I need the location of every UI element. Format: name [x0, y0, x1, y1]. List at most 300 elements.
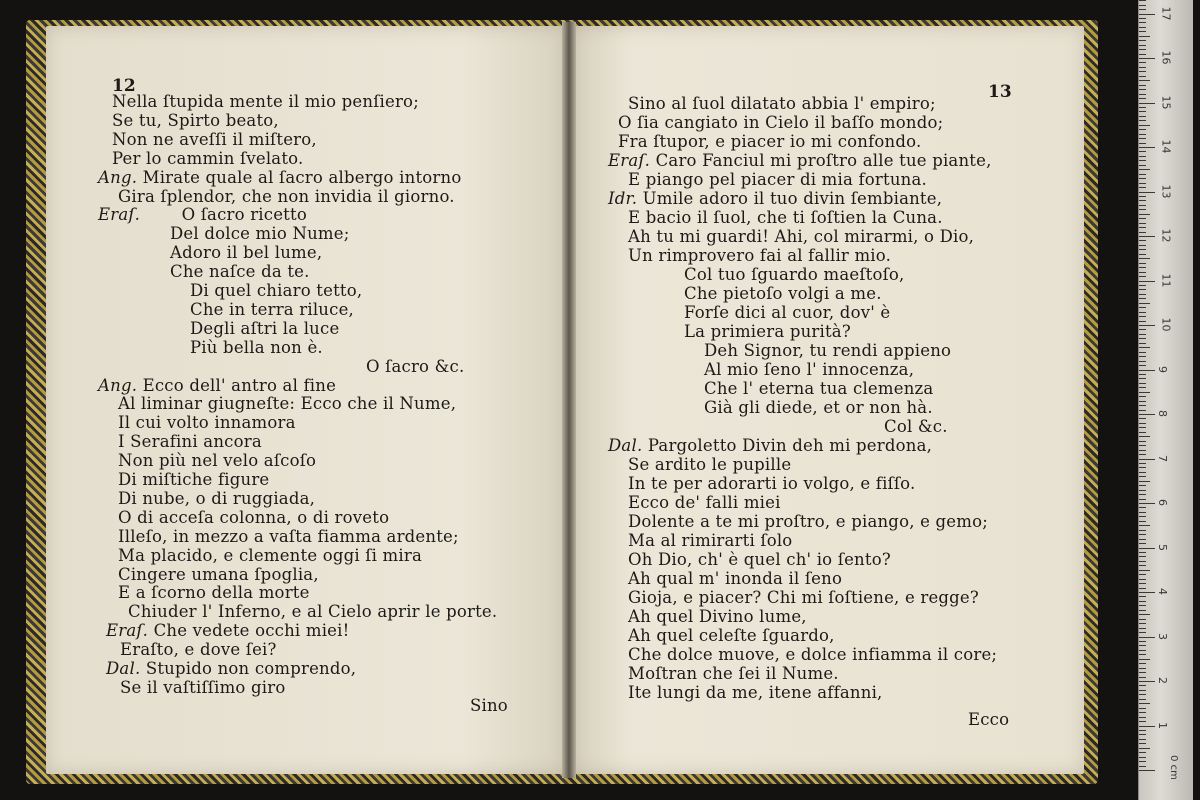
verse-text: Per lo cammin ſvelato. — [112, 148, 304, 168]
ruler-tick — [1139, 588, 1146, 589]
verse-line — [118, 546, 422, 565]
verse-text: Non ne aveſſi il miſtero, — [112, 129, 317, 149]
verse-line — [112, 111, 279, 130]
verse-line — [118, 432, 262, 451]
verse-text: Di miſtiche figure — [118, 470, 270, 489]
verse-text: Degli aſtri la luce — [190, 318, 340, 338]
ruler-tick — [1139, 730, 1146, 731]
verse-line — [112, 92, 419, 111]
ruler-tick — [1139, 125, 1150, 126]
verse-text: Il cui volto innamora — [118, 413, 296, 433]
ruler-tick — [1139, 637, 1155, 638]
verse-text: Ecco dell' antro al fine — [142, 375, 337, 395]
ruler-tick — [1139, 659, 1150, 660]
ruler-tick — [1139, 236, 1155, 237]
verse-line — [118, 527, 459, 546]
ruler-tick — [1139, 596, 1146, 597]
ruler-tick — [1139, 472, 1146, 473]
ruler-number: 11 — [1159, 273, 1173, 287]
ruler-tick — [1139, 726, 1155, 727]
verse-text: Ah qual m' inonda il ſeno — [628, 569, 843, 588]
ruler-tick — [1139, 387, 1146, 388]
ruler-tick — [1139, 690, 1146, 691]
ruler-tick — [1139, 289, 1146, 290]
ruler-tick — [1139, 303, 1150, 304]
verse-text: La primiera purità? — [684, 322, 851, 341]
verse-line — [628, 170, 927, 189]
catchword: Ecco — [968, 710, 1010, 729]
ruler-tick — [1139, 654, 1146, 655]
ruler-tick — [1139, 699, 1146, 700]
ruler-tick — [1139, 561, 1146, 562]
ruler-tick — [1139, 343, 1146, 344]
speaker-label: Idr. — [608, 189, 638, 208]
verse-line — [628, 683, 883, 702]
ruler-tick — [1139, 129, 1146, 130]
verse-line — [628, 645, 997, 664]
verse-line — [106, 621, 349, 640]
ruler-tick — [1139, 712, 1146, 713]
speaker-label: Eraſ. — [106, 621, 149, 641]
verse-line — [628, 550, 891, 569]
ruler-tick — [1139, 365, 1146, 366]
ruler-tick — [1139, 677, 1146, 678]
ruler-tick — [1139, 174, 1146, 175]
verse-line — [118, 451, 316, 470]
verse-text: Deh Signor, tu rendi appieno — [704, 341, 952, 360]
ruler-tick — [1139, 374, 1146, 375]
verse-text: Fra ſtupor, e piacer io mi confondo. — [618, 132, 922, 151]
ruler-tick — [1139, 681, 1155, 682]
ruler-tick — [1139, 445, 1146, 446]
ruler-tick — [1139, 103, 1155, 104]
speaker-label: Eraſ. — [98, 205, 141, 225]
verse-line — [98, 205, 307, 224]
ruler-tick — [1139, 214, 1150, 215]
verse-text: Più bella non è. — [190, 337, 323, 357]
verse-line — [628, 569, 842, 588]
verse-line — [628, 474, 915, 493]
verse-text: Adoro il bel lume, — [170, 243, 323, 263]
ruler-tick — [1139, 9, 1146, 10]
ruler-tick — [1139, 325, 1155, 326]
ruler-tick — [1139, 334, 1146, 335]
verse-line — [628, 607, 807, 626]
verse-text: Illeſo, in mezzo a vaſta fiamma ardente; — [118, 526, 459, 546]
ruler-tick — [1139, 614, 1150, 615]
verse-line — [118, 470, 269, 489]
verse-line — [684, 322, 851, 341]
verse-text: Se tu, Spirto beato, — [112, 110, 279, 130]
verse-line — [628, 588, 979, 607]
verse-text: Gira ſplendor, che non invidia il giorno. — [118, 186, 455, 206]
ruler-tick — [1139, 316, 1146, 317]
verse-line — [704, 341, 951, 360]
ruler-tick — [1139, 169, 1150, 170]
ruler-tick — [1139, 338, 1146, 339]
ruler-tick — [1139, 601, 1146, 602]
ruler-number: 15 — [1159, 95, 1173, 109]
speaker-label: Ang. — [98, 375, 138, 395]
verse-line — [190, 338, 323, 357]
ruler-tick — [1139, 628, 1146, 629]
ruler-tick — [1139, 378, 1146, 379]
ruler-tick — [1139, 565, 1146, 566]
verse-line — [684, 265, 904, 284]
ruler-tick — [1139, 361, 1146, 362]
ruler-tick — [1139, 441, 1146, 442]
ruler-unit-label: 0 cm — [1167, 755, 1179, 780]
ruler-tick — [1139, 196, 1146, 197]
ruler-tick — [1139, 579, 1146, 580]
verse-text: Caro Fanciul mi proſtro alle tue piante, — [655, 151, 992, 170]
verse-line — [628, 455, 791, 474]
verse-text: Moſtran che ſei il Nume. — [628, 664, 839, 683]
verse-line — [118, 413, 296, 432]
verse-line — [628, 531, 792, 550]
verse-text: Se il vaſtiſſimo giro — [120, 677, 286, 697]
verse-line — [608, 151, 992, 170]
ruler-tick — [1139, 85, 1146, 86]
ruler-tick — [1139, 432, 1146, 433]
verse-line — [106, 659, 356, 678]
ruler-tick — [1139, 610, 1146, 611]
ruler-tick — [1139, 160, 1146, 161]
ruler-tick — [1139, 672, 1146, 673]
verse-text: O ſacro ricetto — [181, 205, 307, 225]
ruler-tick — [1139, 36, 1150, 37]
verse-line — [98, 168, 461, 187]
verse-line — [884, 417, 948, 436]
ruler-tick — [1139, 663, 1146, 664]
ruler-number: 14 — [1159, 139, 1173, 154]
verse-line — [608, 436, 932, 455]
ruler-tick — [1139, 757, 1146, 758]
ruler-tick — [1139, 641, 1146, 642]
ruler-tick — [1139, 490, 1146, 491]
ruler-tick — [1139, 205, 1146, 206]
ruler-tick — [1139, 62, 1146, 63]
verse-text: Forſe dici al cuor, dov' è — [684, 303, 891, 322]
ruler-tick — [1139, 499, 1146, 500]
verse-text: Che pietoſo volgi a me. — [684, 284, 882, 303]
ruler-number: 6 — [1156, 499, 1169, 506]
verse-text: Al liminar giugneſte: Ecco che il Nume, — [118, 394, 457, 414]
ruler-tick — [1139, 650, 1146, 651]
ruler-tick — [1139, 605, 1146, 606]
ruler-tick — [1139, 321, 1146, 322]
ruler-tick — [1139, 165, 1146, 166]
ruler-number: 9 — [1156, 365, 1169, 373]
verse-text: Che l' eterna tua clemenza — [704, 379, 934, 398]
verse-text: Al mio ſeno l' innocenza, — [704, 360, 915, 379]
ruler-tick — [1139, 405, 1146, 406]
verse-text: Già gli diede, et or non hà. — [704, 398, 933, 417]
ruler-tick — [1139, 218, 1146, 219]
ruler-tick — [1139, 120, 1146, 121]
ruler-number: 12 — [1159, 228, 1173, 243]
speaker-label: Eraſ. — [608, 151, 651, 170]
ruler-tick — [1139, 556, 1146, 557]
ruler-tick — [1139, 347, 1150, 348]
verse-text: Sino al ſuol dilatato abbia l' empiro; — [628, 94, 936, 113]
ruler-tick — [1139, 276, 1146, 277]
ruler-number: 7 — [1156, 454, 1169, 462]
verse-line — [608, 189, 942, 208]
ruler-tick — [1139, 463, 1146, 464]
verse-line — [628, 512, 988, 531]
verse-text: Ite lungi da me, itene affanni, — [628, 683, 883, 702]
ruler-tick — [1139, 543, 1146, 544]
verse-text: Ma placido, e clemente oggi ſi mira — [118, 545, 422, 565]
verse-text: Dolente a te mi proſtro, e piango, e gemo; — [628, 512, 988, 531]
ruler-tick — [1139, 281, 1155, 282]
ruler-tick — [1139, 370, 1155, 371]
ruler-tick — [1139, 352, 1146, 353]
ruler-tick — [1139, 734, 1146, 735]
ruler-tick — [1139, 147, 1155, 148]
ruler-tick — [1139, 418, 1146, 419]
ruler-tick — [1139, 200, 1146, 201]
verse-text: Ah tu mi guardi! Ahi, col mirarmi, o Dio, — [628, 227, 975, 246]
verse-line — [118, 489, 315, 508]
ruler-number: 4 — [1156, 588, 1169, 595]
ruler-tick — [1139, 116, 1146, 117]
ruler-tick — [1139, 450, 1146, 451]
verse-line — [628, 94, 936, 113]
verse-text: E a ſcorno della morte — [118, 583, 310, 603]
ruler-tick — [1139, 583, 1146, 584]
verse-text: Se ardito le pupille — [628, 455, 792, 474]
verse-line — [190, 300, 354, 319]
ruler-tick — [1139, 94, 1146, 95]
ruler-tick — [1139, 134, 1146, 135]
ruler-tick — [1139, 410, 1146, 411]
ruler-tick — [1139, 494, 1146, 495]
ruler-tick — [1139, 227, 1146, 228]
verse-text: Che dolce muove, e dolce infiamma il core; — [628, 645, 998, 664]
ruler-tick — [1139, 151, 1146, 152]
verse-line — [98, 376, 336, 395]
ruler-tick — [1139, 748, 1150, 749]
ruler-tick — [1139, 632, 1146, 633]
ruler-tick — [1139, 717, 1146, 718]
verse-line — [628, 208, 943, 227]
verse-line — [128, 602, 497, 621]
ruler-tick — [1139, 223, 1146, 224]
speaker-label: Ang. — [98, 167, 138, 187]
ruler-tick — [1139, 54, 1146, 55]
ruler-tick — [1139, 552, 1146, 553]
verse-text: In te per adorarti io volgo, e fiſſo. — [628, 474, 916, 493]
ruler-tick — [1139, 436, 1150, 437]
verse-line — [618, 132, 921, 151]
ruler-tick — [1139, 703, 1150, 704]
verse-line — [112, 130, 317, 149]
ruler-tick — [1139, 49, 1146, 50]
ruler-tick — [1139, 89, 1146, 90]
ruler-tick — [1139, 329, 1146, 330]
ruler-tick — [1139, 178, 1146, 179]
page-number: 12 — [112, 76, 136, 96]
ruler-tick — [1139, 619, 1146, 620]
verse-text: E bacio il ſuol, che ti ſoſtien la Cuna. — [628, 208, 943, 227]
verse-text: I Serafini ancora — [118, 432, 262, 452]
verse-line — [628, 626, 835, 645]
verse-text: Col tuo ſguardo maeſtoſo, — [684, 265, 905, 284]
ruler-number: 3 — [1156, 632, 1169, 640]
ruler-tick — [1139, 80, 1150, 81]
ruler-tick — [1139, 766, 1146, 767]
verse-line — [170, 224, 349, 243]
ruler-tick — [1139, 548, 1155, 549]
ruler-tick — [1139, 294, 1146, 295]
ruler-tick — [1139, 570, 1150, 571]
verse-text: Che naſce da te. — [170, 262, 310, 282]
ruler-tick — [1139, 143, 1146, 144]
ruler-tick — [1139, 71, 1146, 72]
verse-line — [366, 357, 464, 376]
ruler-tick — [1139, 427, 1146, 428]
ruler-tick — [1139, 5, 1146, 6]
verse-text: Che in terra riluce, — [190, 299, 354, 319]
verse-text: Un rimprovero fai al fallir mio. — [628, 246, 892, 265]
verse-line — [190, 281, 362, 300]
verse-line — [628, 246, 891, 265]
ruler-tick — [1139, 249, 1146, 250]
verse-text: Di quel chiaro tetto, — [190, 281, 363, 300]
verse-line — [118, 583, 310, 602]
ruler-tick — [1139, 623, 1146, 624]
verse-text: Oh Dio, ch' è quel ch' io ſento? — [628, 550, 891, 569]
verse-text: Chiuder l' Inferno, e al Cielo aprir le porte. — [128, 602, 498, 622]
verse-text: O ſia cangiato in Cielo il baſſo mondo; — [618, 113, 944, 132]
ruler-tick — [1139, 392, 1150, 393]
ruler-tick — [1139, 476, 1146, 477]
ruler-tick — [1139, 761, 1146, 762]
verse-text: Che vedete occhi miei! — [153, 621, 350, 641]
verse-line — [684, 303, 890, 322]
verse-text: Umile adoro il tuo divin ſembiante, — [642, 189, 943, 208]
verse-line — [704, 360, 914, 379]
ruler-tick — [1139, 312, 1146, 313]
ruler-tick — [1139, 14, 1155, 15]
ruler-tick — [1139, 383, 1146, 384]
ruler-number: 2 — [1156, 677, 1169, 684]
ruler-tick — [1139, 76, 1146, 77]
page-number: 13 — [988, 82, 1012, 102]
ruler-tick — [1139, 539, 1146, 540]
ruler-tick — [1139, 0, 1146, 1]
ruler-tick — [1139, 263, 1146, 264]
ruler-tick — [1139, 258, 1150, 259]
right-page — [570, 26, 1084, 774]
ruler-tick — [1139, 285, 1146, 286]
ruler-tick — [1139, 156, 1146, 157]
verse-text: Gioja, e piacer? Chi mi ſoſtiene, e regge? — [628, 588, 979, 607]
ruler-tick — [1139, 245, 1146, 246]
ruler-tick — [1139, 27, 1146, 28]
verse-line — [118, 508, 389, 527]
ruler-tick — [1139, 525, 1150, 526]
ruler-tick — [1139, 45, 1146, 46]
ruler-number: 1 — [1156, 721, 1169, 729]
ruler-tick — [1139, 645, 1146, 646]
verse-text: Del dolce mio Nume; — [170, 224, 350, 244]
ruler-tick — [1139, 209, 1146, 210]
verse-text: Cingere umana ſpoglia, — [118, 564, 319, 584]
verse-text: Mirate quale al ſacro albergo intorno — [142, 167, 462, 187]
ruler-tick — [1139, 739, 1146, 740]
ruler-number: 16 — [1159, 50, 1173, 65]
ruler-tick — [1139, 574, 1146, 575]
verse-text: Ah quel celeſte ſguardo, — [628, 626, 835, 645]
ruler-number: 13 — [1159, 184, 1173, 198]
speaker-label: Dal. — [608, 436, 643, 455]
ruler-tick — [1139, 254, 1146, 255]
ruler-tick — [1139, 503, 1155, 504]
ruler-tick — [1139, 111, 1146, 112]
verse-text: Di nube, o di ruggiada, — [118, 488, 316, 508]
ruler-tick — [1139, 414, 1155, 415]
ruler-tick — [1139, 752, 1146, 753]
verse-text: Ah quel Divino lume, — [628, 607, 807, 626]
ruler-tick — [1139, 98, 1146, 99]
ruler-tick — [1139, 183, 1146, 184]
verse-line — [118, 565, 319, 584]
ruler-tick — [1139, 708, 1146, 709]
ruler-tick — [1139, 521, 1146, 522]
verse-line — [118, 394, 456, 413]
verse-line — [120, 678, 285, 697]
ruler-tick — [1139, 516, 1146, 517]
catchword: Sino — [470, 696, 508, 715]
ruler-tick — [1139, 272, 1146, 273]
ruler-tick — [1139, 267, 1146, 268]
ruler-tick — [1139, 512, 1146, 513]
ruler-tick — [1139, 459, 1155, 460]
ruler-tick — [1139, 138, 1146, 139]
ruler-tick — [1139, 743, 1146, 744]
ruler-tick — [1139, 481, 1150, 482]
verse-text: Stupido non comprendo, — [145, 659, 357, 678]
verse-line — [684, 284, 882, 303]
ruler-number: 10 — [1159, 317, 1173, 332]
ruler-tick — [1139, 298, 1146, 299]
verse-line — [120, 640, 277, 659]
verse-line — [170, 243, 322, 262]
verse-line — [628, 227, 974, 246]
verse-text: Non più nel velo aſcoſo — [118, 451, 317, 471]
left-page — [46, 26, 568, 774]
ruler-number: 17 — [1159, 6, 1173, 20]
ruler-tick — [1139, 485, 1146, 486]
verse-line — [704, 379, 933, 398]
ruler-tick — [1139, 668, 1146, 669]
ruler-tick — [1139, 192, 1155, 193]
verse-line — [618, 113, 943, 132]
ruler-tick — [1139, 232, 1146, 233]
ruler-tick — [1139, 530, 1146, 531]
ruler-tick — [1139, 187, 1146, 188]
ruler-tick — [1139, 770, 1155, 771]
verse-text: Ma al rimirarti ſolo — [628, 531, 793, 550]
verse-text: Eraſto, e dove ſei? — [120, 640, 277, 660]
ruler-tick — [1139, 307, 1146, 308]
verse-line — [190, 319, 339, 338]
ruler-tick — [1139, 401, 1146, 402]
book-gutter — [562, 22, 576, 778]
